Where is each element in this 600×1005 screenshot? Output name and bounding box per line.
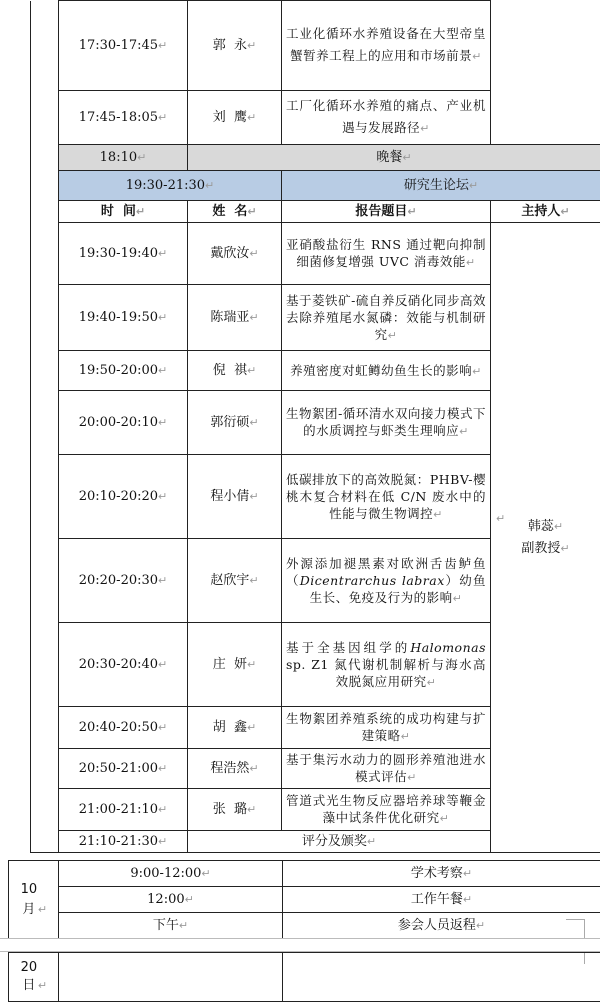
dinner-label: 晚餐↵ [188, 145, 600, 171]
name-cell: 胡 鑫↵ [188, 707, 282, 749]
topic-cell: 工厂化循环水养殖的痛点、产业机遇与发展路径↵ [282, 91, 491, 145]
host-title: 副教授 [521, 540, 561, 556]
topic-cell: 工业化循环水养殖设备在大型帝皇蟹暂养工程上的应用和市场前景↵ [282, 1, 491, 91]
table-row [9, 953, 600, 1002]
day20-label: 20日 ↵ [9, 953, 59, 1002]
name-cell: 赵欣宇↵ [188, 539, 282, 623]
table-row [9, 887, 600, 913]
time-cell: 9:00-12:00↵ [59, 861, 283, 887]
time-cell: 20:20-20:30↵ [59, 539, 188, 623]
time-cell: 下午↵ [59, 913, 283, 939]
time-cell: 21:10-21:30↵ [59, 831, 188, 853]
name-cell: 张 璐↵ [188, 789, 282, 831]
activity-cell [283, 953, 600, 1002]
time-cell: 20:10-20:20↵ [59, 455, 188, 539]
time-cell: 20:40-20:50↵ [59, 707, 188, 749]
day10-table [8, 860, 600, 939]
time-cell [59, 953, 283, 1002]
name-cell: 程小倩↵ [188, 455, 282, 539]
forum-row [31, 171, 600, 201]
header-row [31, 201, 600, 223]
table-row [31, 1, 600, 91]
table-row [9, 913, 600, 939]
topic-cell: 亚硝酸盐衍生 RNS 通过靶向抑制细菌修复增强 UVC 消毒效能↵ [282, 223, 491, 285]
topic-cell: 基于集污水动力的圆形养殖池进水模式评估↵ [282, 749, 491, 789]
name-cell: 戴欣汝↵ [188, 223, 282, 285]
header-name: 姓 名↵ [188, 201, 282, 223]
time-cell: 20:30-20:40↵ [59, 623, 188, 707]
activity-cell: 参会人员返程↵ [283, 913, 600, 939]
stray-paragraph-mark: ↵ [496, 512, 506, 525]
schedule-table [30, 0, 600, 853]
table-row [9, 861, 600, 887]
forum-label: 研究生论坛↵ [282, 171, 600, 201]
time-cell: 19:40-19:50↵ [59, 285, 188, 351]
award-cell: 评分及颁奖↵ [188, 831, 491, 853]
topic-cell: 外源添加褪黑素对欧洲舌齿鲈鱼（Dicentrarchus labrax）幼鱼生长、免疫及行为的影响↵ [282, 539, 491, 623]
table-row [31, 223, 600, 285]
name-cell: 刘 鹰↵ [188, 91, 282, 145]
page-break [0, 938, 600, 952]
topic-cell: 低碳排放下的高效脱氮：PHBV-樱桃木复合材料在低 C/N 废水中的性能与微生物调控↵ [282, 455, 491, 539]
name-cell: 郭衍硕↵ [188, 391, 282, 455]
time-cell: 20:50-21:00↵ [59, 749, 188, 789]
dinner-time: 18:10↵ [59, 145, 188, 171]
name-cell: 郭 永↵ [188, 1, 282, 91]
topic-cell: 基于全基因组学的Halomonas sp. Z1 氮代谢机制解析与海水高效脱氮应用研究↵ [282, 623, 491, 707]
forum-time: 19:30-21:30↵ [59, 171, 282, 201]
time-cell: 21:00-21:10↵ [59, 789, 188, 831]
name-cell: 程浩然↵ [188, 749, 282, 789]
day10-label: 10月 ↵ [9, 861, 59, 939]
host-name: 韩蕊 [527, 518, 554, 534]
time-cell: 17:30-17:45↵ [59, 1, 188, 91]
name-cell: 庄 妍↵ [188, 623, 282, 707]
activity-cell: 工作午餐↵ [283, 887, 600, 913]
time-cell: 17:45-18:05↵ [59, 91, 188, 145]
host-cell: 韩蕊↵ 副教授↵ [491, 223, 600, 853]
time-cell: 19:50-20:00↵ [59, 351, 188, 391]
topic-cell: 养殖密度对虹鳟幼鱼生长的影响↵ [282, 351, 491, 391]
header-host: 主持人↵ [491, 201, 600, 223]
time-cell: 19:30-19:40↵ [59, 223, 188, 285]
time-cell: 12:00↵ [59, 887, 283, 913]
header-time: 时 间↵ [59, 201, 188, 223]
topic-cell: 生物絮团-循环清水双向接力模式下的水质调控与虾类生理响应↵ [282, 391, 491, 455]
activity-cell: 学术考察↵ [283, 861, 600, 887]
day20-table [8, 952, 600, 1002]
topic-cell: 管道式光生物反应器培养球等鞭金藻中试条件优化研究↵ [282, 789, 491, 831]
host-cell-blank [491, 1, 600, 145]
dinner-row [31, 145, 600, 171]
topic-cell: 生物絮团养殖系统的成功构建与扩建策略↵ [282, 707, 491, 749]
name-cell: 倪 祺↵ [188, 351, 282, 391]
time-cell: 20:00-20:10↵ [59, 391, 188, 455]
corner-mark [566, 919, 585, 938]
name-cell: 陈瑞亚↵ [188, 285, 282, 351]
topic-cell: 基于菱铁矿-硫自养反硝化同步高效去除养殖尾水氮磷：效能与机制研究↵ [282, 285, 491, 351]
day-cell-blank [31, 1, 59, 853]
header-topic: 报告题目↵ [282, 201, 491, 223]
